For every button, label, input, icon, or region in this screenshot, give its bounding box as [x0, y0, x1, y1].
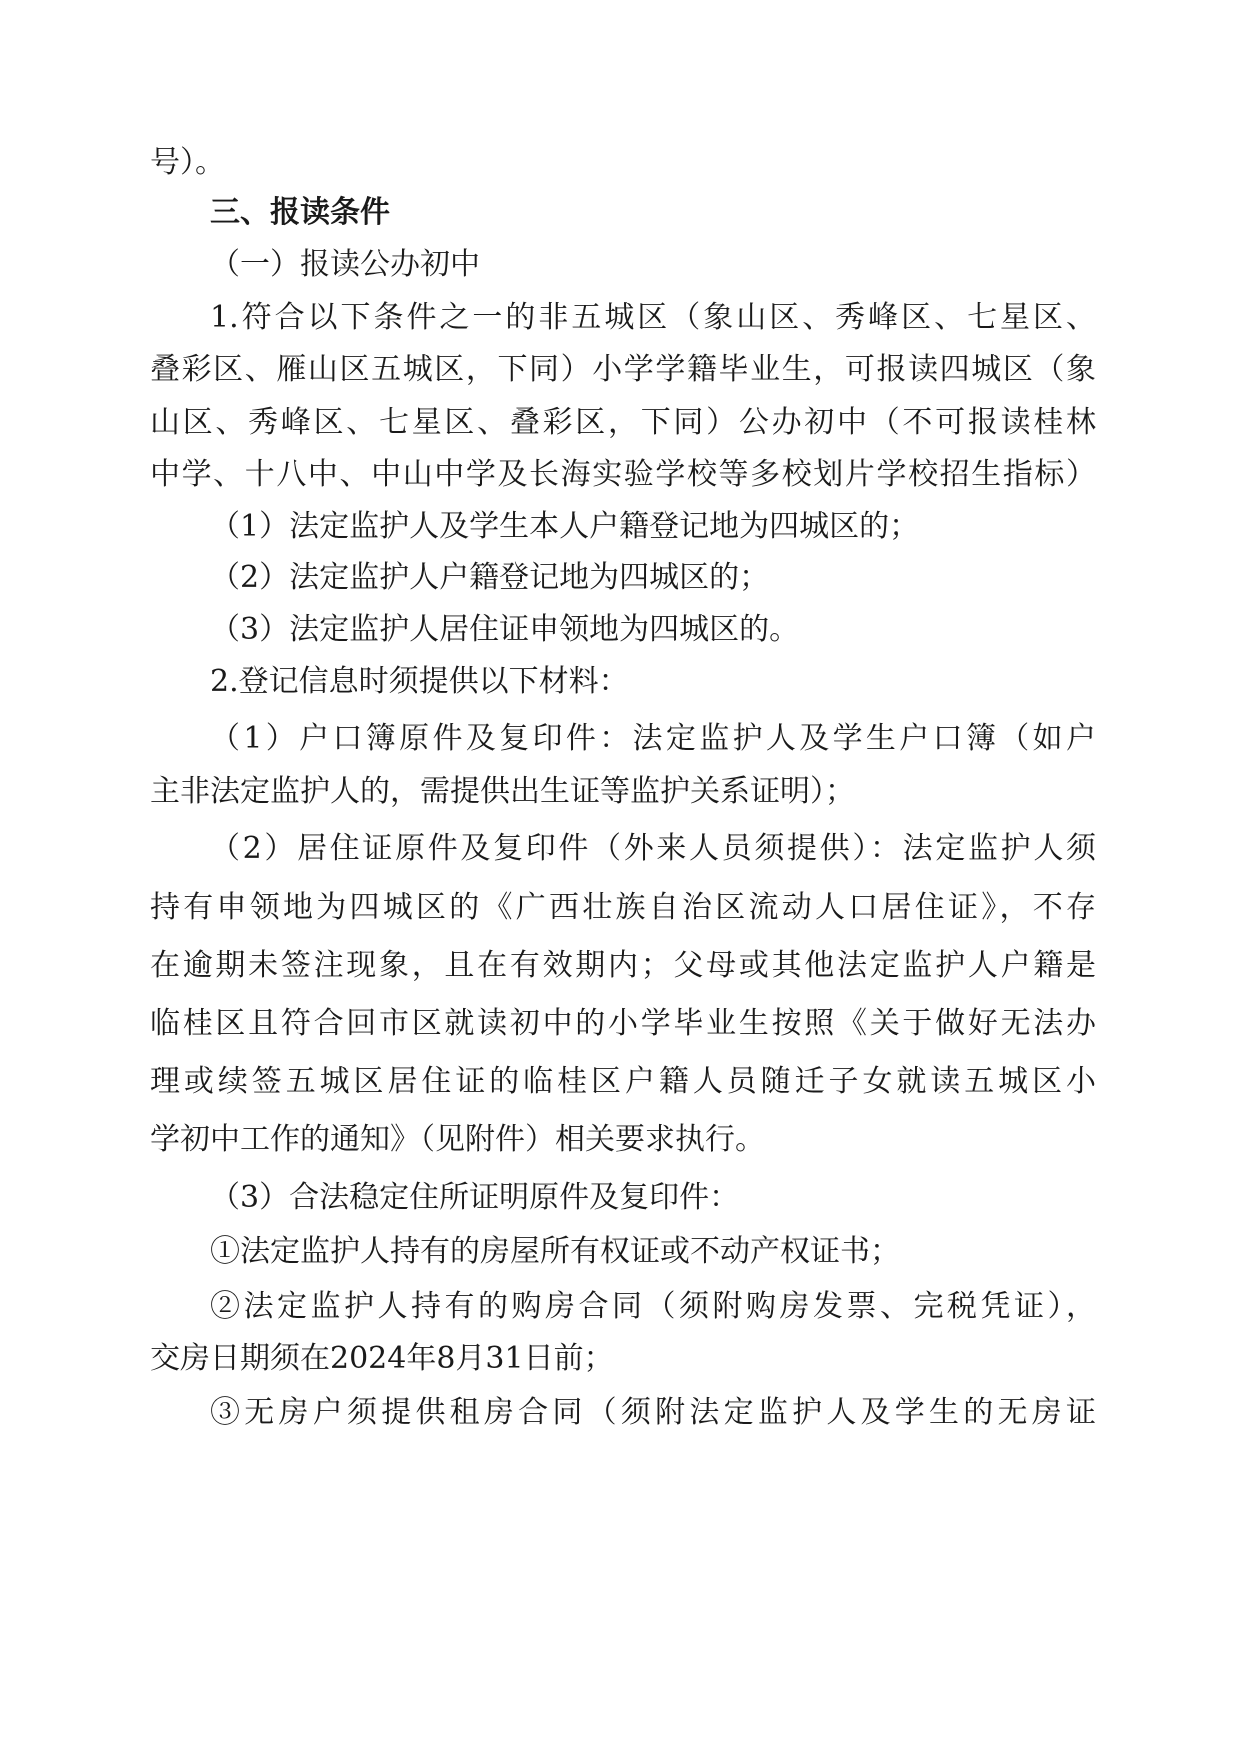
text-line: 山区、秀峰区、七星区、叠彩区，下同）公办初中（不可报读桂林	[150, 405, 1096, 440]
text-line: 学初中工作的通知》（见附件）相关要求执行。	[150, 1122, 765, 1157]
list-item: （2）居住证原件及复印件（外来人员须提供）：法定监护人须	[210, 831, 1096, 866]
text-line: 交房日期须在2024年8月31日前；	[150, 1341, 614, 1376]
text-line: 2.登记信息时须提供以下材料：	[210, 664, 629, 699]
text-line: 1.符合以下条件之一的非五城区（象山区、秀峰区、七星区、	[210, 300, 1096, 335]
list-item: （3）法定监护人居住证申领地为四城区的。	[210, 612, 800, 647]
list-item: （3）合法稳定住所证明原件及复印件：	[210, 1180, 740, 1215]
text-line: 临桂区且符合回市区就读初中的小学毕业生按照《关于做好无法办	[150, 1006, 1096, 1041]
text-line: 中学、十八中、中山中学及长海实验学校等多校划片学校招生指标）	[150, 457, 1096, 492]
subsection-heading: （一）报读公办初中	[210, 247, 480, 282]
text-line: 号）。	[150, 145, 225, 180]
list-item: （1）法定监护人及学生本人户籍登记地为四城区的；	[210, 509, 920, 544]
text-line: 理或续签五城区居住证的临桂区户籍人员随迁子女就读五城区小	[150, 1064, 1096, 1099]
list-item: ③无房户须提供租房合同（须附法定监护人及学生的无房证	[210, 1395, 1096, 1430]
list-item: （1）户口簿原件及复印件：法定监护人及学生户口簿（如户	[210, 721, 1096, 756]
list-item: ①法定监护人持有的房屋所有权证或不动产权证书；	[210, 1234, 900, 1269]
text-line: 叠彩区、雁山区五城区，下同）小学学籍毕业生，可报读四城区（象	[150, 352, 1096, 387]
section-heading: 三、报读条件	[210, 195, 390, 230]
text-line: 持有申领地为四城区的《广西壮族自治区流动人口居住证》，不存	[150, 890, 1096, 925]
list-item: ②法定监护人持有的购房合同（须附购房发票、完税凭证），	[210, 1289, 1096, 1324]
text-line: 主非法定监护人的，需提供出生证等监护关系证明）；	[150, 774, 855, 809]
text-line: 在逾期未签注现象，且在有效期内；父母或其他法定监护人户籍是	[150, 948, 1096, 983]
list-item: （2）法定监护人户籍登记地为四城区的；	[210, 560, 770, 595]
